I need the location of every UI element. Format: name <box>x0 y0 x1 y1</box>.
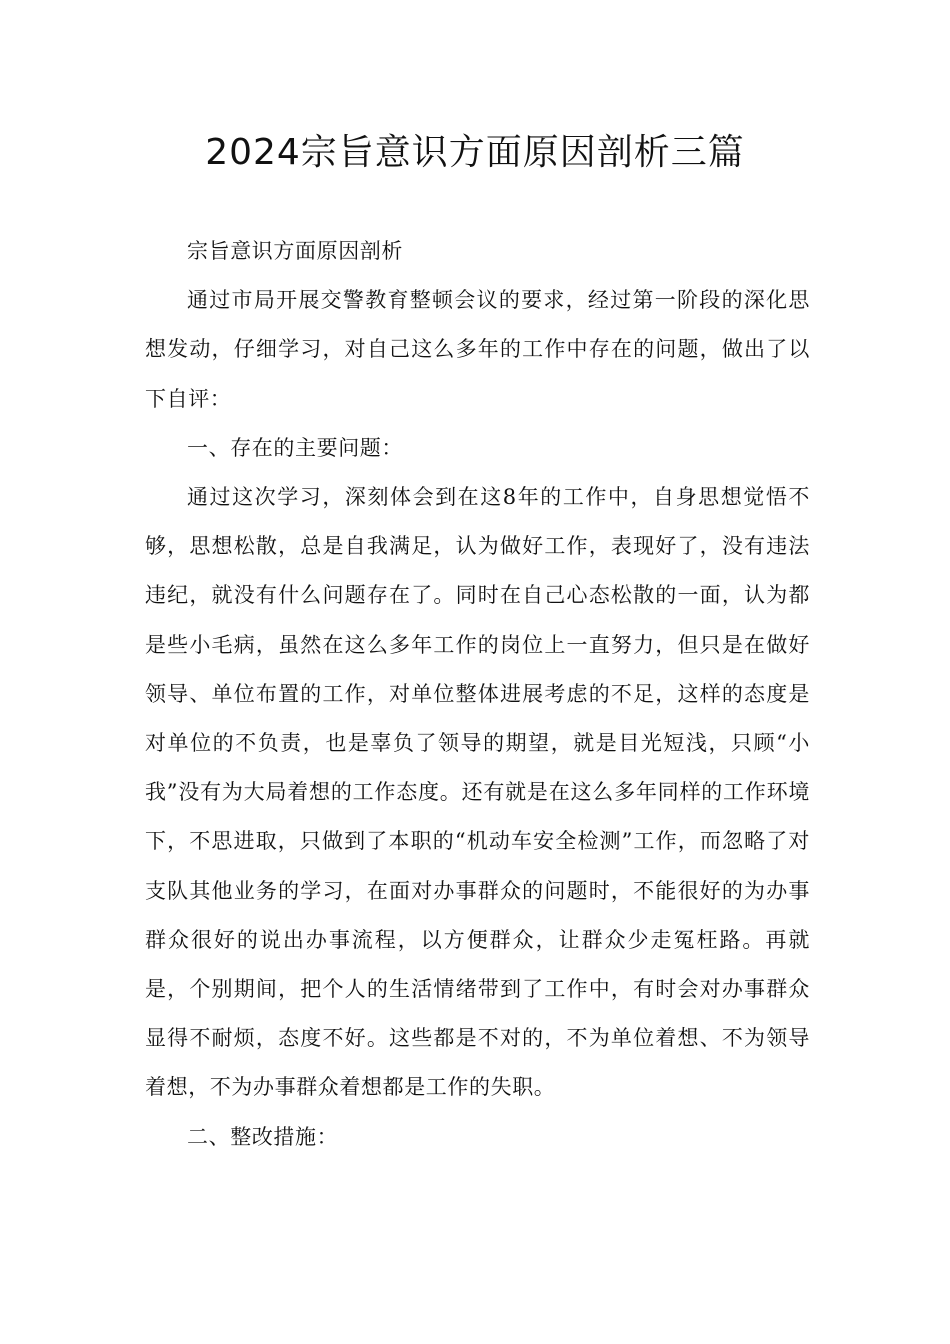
section-heading-problems: 一、存在的主要问题： <box>187 435 403 460</box>
document-body <box>145 227 810 1162</box>
intro-paragraph: 通过市局开展交警教育整顿会议的要求，经过第一阶段的深化思想发动，仔细学习，对自己这么多年的工作中存在的问题，做出了以下自评： <box>145 288 810 411</box>
document-title: 2024宗旨意识方面原因剖析三篇 <box>205 132 745 173</box>
section-heading-measures: 二、整改措施： <box>187 1124 339 1149</box>
problems-paragraph: 通过这次学习，深刻体会到在这8年的工作中，自身思想觉悟不够，思想松散，总是自我满足，认为做好工作，表现好了，没有违法违纪，就没有什么问题存在了。同时在自己心态松散的一面，认为都是些小毛病，虽然在这么多年工作的岗位上一直努力，但只是在做好领导、单位布置的工作，对单位整体进展考虑的不足，这样的态度是对单位的不负责，也是辜负了领导的期望，就是目光短浅，只顾“小我”没有为大局着想的工作态度。还有就是在这么多年同样的工作环境下，不思进取，只做到了本职的“机动车安全检测”工作，而忽略了对支队其他业务的学习，在面对办事群众的问题时，不能很好的为办事群众很好的说出办事流程，以方便群众，让群众少走冤枉路。再就是，个别期间，把个人的生活情绪带到了工作中，有时会对办事群众显得不耐烦，态度不好。这些都是不对的，不为单位着想、不为领导着想，不为办事群众着想都是工作的失职。 <box>145 485 810 1100</box>
section-subtitle: 宗旨意识方面原因剖析 <box>187 239 403 263</box>
